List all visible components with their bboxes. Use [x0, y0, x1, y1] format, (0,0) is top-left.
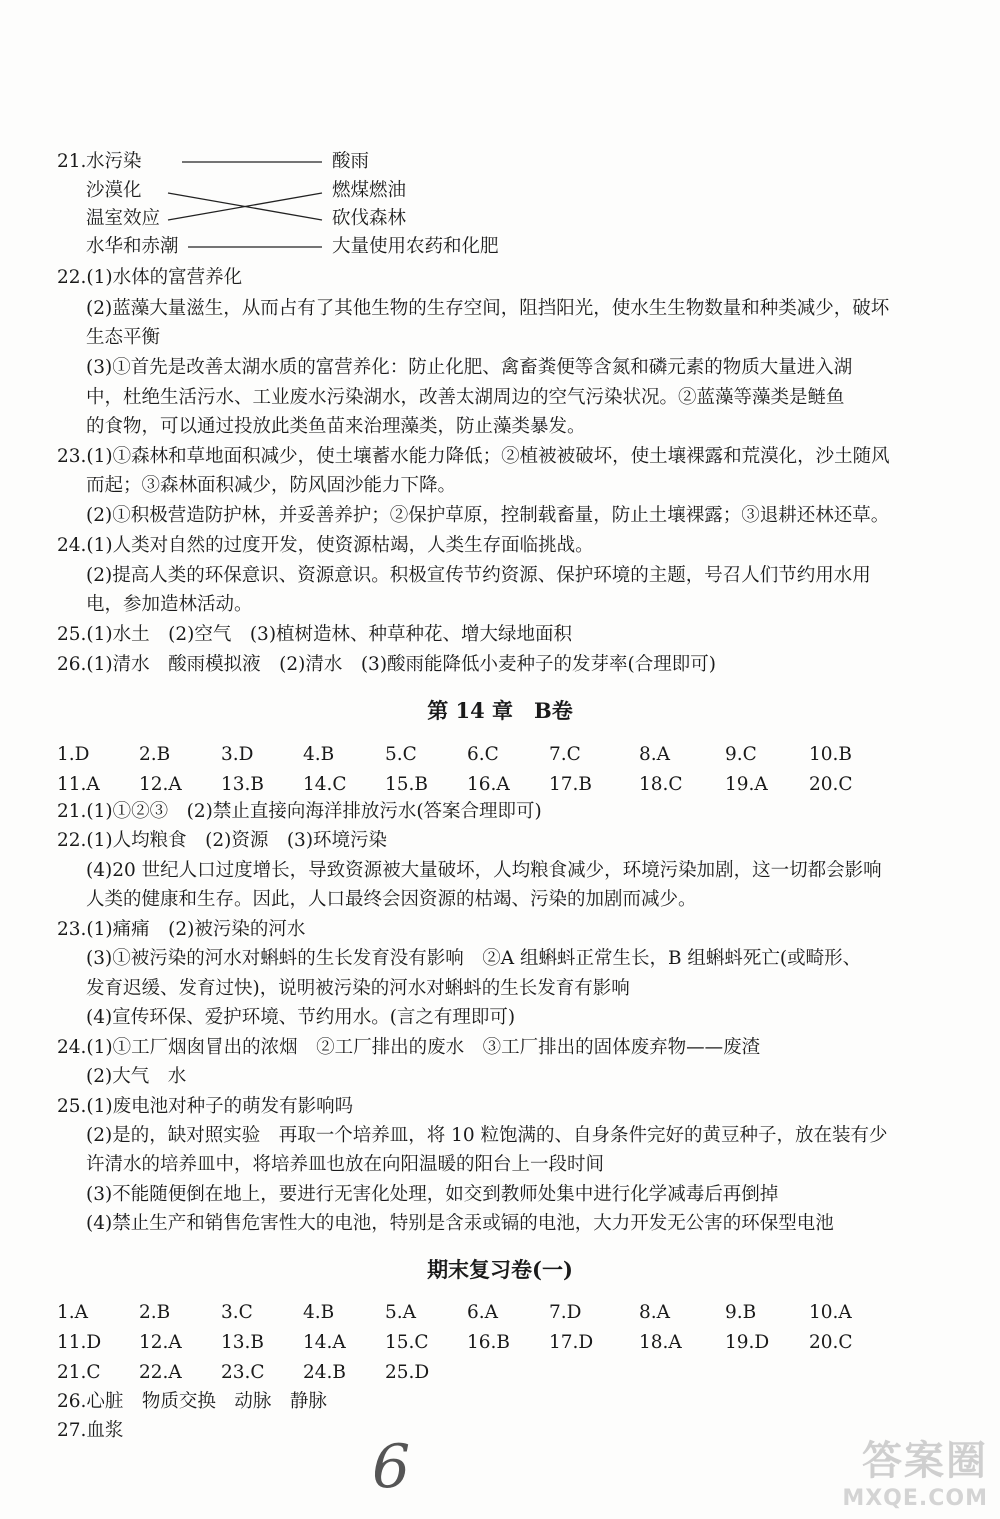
answer-cell: 9.C: [725, 744, 757, 765]
answer-line: (3)不能随便倒在地上，要进行无害化处理，如交到教师处集中进行化学减毒后再倒掉: [86, 1184, 779, 1205]
answer-cell: 12.A: [139, 1332, 182, 1353]
watermark-url: MXQE.COM: [842, 1486, 988, 1511]
answer-line: (4)宣传环保、爱护环境、节约用水。(言之有理即可): [86, 1007, 516, 1028]
answer-line: 25.(1)水土 (2)空气 (3)植树造林、种草种花、增大绿地面积: [57, 624, 573, 645]
answer-cell: 20.C: [809, 774, 853, 795]
answer-cell: 10.B: [809, 744, 853, 765]
matching-left-4: 水华和赤潮: [86, 236, 179, 257]
answer-line: 生态平衡: [86, 327, 161, 348]
answer-line: 22.(1)水体的富营养化: [57, 267, 243, 288]
answer-cell: 17.B: [549, 774, 593, 795]
answer-cell: 13.B: [221, 1332, 265, 1353]
answer-line: (2)蓝藻大量滋生，从而占有了其他生物的生存空间，阻挡阳光，使水生生物数量和种类减少，破坏: [86, 298, 890, 319]
answer-cell: 15.C: [385, 1332, 429, 1353]
matching-right-2: 燃煤燃油: [332, 180, 407, 201]
answer-cell: 19.A: [725, 774, 768, 795]
answer-line: 26.心脏 物质交换 动脉 静脉: [57, 1391, 327, 1412]
answer-cell: 1.D: [57, 744, 90, 765]
answer-cell: 7.D: [549, 1302, 582, 1323]
answer-cell: 8.A: [639, 1302, 671, 1323]
answer-cell: 12.A: [139, 774, 182, 795]
answer-cell: 3.D: [221, 744, 254, 765]
answer-cell: 19.D: [725, 1332, 770, 1353]
answer-line: 24.(1)①工厂烟囱冒出的浓烟 ②工厂排出的废水 ③工厂排出的固体废弃物——废渣: [57, 1037, 761, 1058]
answer-line: (2)是的，缺对照实验 再取一个培养皿，将 10 粒饱满的、自身条件完好的黄豆种子，放在装有少: [86, 1125, 888, 1146]
answer-line: 23.(1)①森林和草地面积减少，使土壤蓄水能力降低；②植被被破坏，使土壤裸露和荒漠化，沙土随风: [57, 446, 890, 467]
answer-cell: 21.C: [57, 1362, 101, 1383]
answer-line: 电，参加造林活动。: [86, 594, 253, 615]
answer-line: 许清水的培养皿中，将培养皿也放在向阳温暖的阳台上一段时间: [86, 1154, 605, 1175]
answer-line: 26.(1)清水 酸雨模拟液 (2)清水 (3)酸雨能降低小麦种子的发芽率(合理即可): [57, 654, 716, 675]
answer-line: 25.(1)废电池对种子的萌发有影响吗: [57, 1096, 354, 1117]
answer-line: (4)禁止生产和销售危害性大的电池，特别是含汞或镉的电池，大力开发无公害的环保型电池: [86, 1213, 834, 1234]
answer-line: (2)①积极营造防护林，并妥善养护；②保护草原，控制载畜量，防止土壤裸露；③退耕还林还草。: [86, 505, 890, 526]
matching-right-1: 酸雨: [332, 151, 370, 172]
answer-line: (3)①被污染的河水对蝌蚪的生长发育没有影响 ②A 组蝌蚪正常生长，B 组蝌蚪死亡(或畸形、: [86, 948, 862, 969]
watermark: [842, 1429, 988, 1511]
answer-cell: 9.B: [725, 1302, 757, 1323]
answer-line: 发育迟缓、发育过快)，说明被污染的河水对蝌蚪的生长发育有影响: [86, 978, 630, 999]
answer-cell: 22.A: [139, 1362, 182, 1383]
matching-number: 21.: [57, 151, 87, 172]
matching-right-4: 大量使用农药和化肥: [332, 236, 499, 257]
answer-cell: 7.C: [549, 744, 581, 765]
matching-left-3: 温室效应: [86, 208, 161, 229]
matching-right-3: 砍伐森林: [332, 208, 407, 229]
answer-line: 中，杜绝生活污水、工业废水污染湖水，改善太湖周边的空气污染状况。②蓝藻等藻类是鲢鱼: [86, 387, 845, 408]
matching-left-1: 水污染: [86, 151, 142, 172]
answer-line: (2)大气 水: [86, 1066, 187, 1087]
answer-line: (3)①首先是改善太湖水质的富营养化：防止化肥、禽畜粪便等含氮和磷元素的物质大量进入湖: [86, 357, 853, 378]
answer-line: 22.(1)人均粮食 (2)资源 (3)环境污染: [57, 830, 388, 851]
answer-line: 23.(1)痛痛 (2)被污染的河水: [57, 919, 306, 940]
answer-cell: 10.A: [809, 1302, 852, 1323]
answer-cell: 4.B: [303, 1302, 335, 1323]
answer-cell: 5.C: [385, 744, 417, 765]
answer-cell: 1.A: [57, 1302, 89, 1323]
answer-line: 的食物，可以通过投放此类鱼苗来治理藻类，防止藻类暴发。: [86, 416, 586, 437]
handwritten-page-number: 6: [372, 1432, 411, 1502]
answer-cell: 11.A: [57, 774, 100, 795]
answer-cell: 6.C: [467, 744, 499, 765]
answer-line: (4)20 世纪人口过度增长，导致资源被大量破坏，人均粮食减少，环境污染加剧，这一切都会影响: [86, 860, 882, 881]
answer-line: 21.(1)①②③ (2)禁止直接向海洋排放污水(答案合理即可): [57, 801, 542, 822]
answer-cell: 17.D: [549, 1332, 594, 1353]
answer-line: 人类的健康和生存。因此，人口最终会因资源的枯竭、污染的加剧而减少。: [86, 889, 697, 910]
answer-cell: 2.B: [139, 744, 171, 765]
matching-left-2: 沙漠化: [86, 180, 142, 201]
answer-cell: 14.A: [303, 1332, 346, 1353]
answer-line: 而起；③森林面积减少，防风固沙能力下降。: [86, 475, 457, 496]
watermark-logo: 答案圈: [862, 1438, 988, 1484]
answer-cell: 15.B: [385, 774, 429, 795]
answer-cell: 23.C: [221, 1362, 265, 1383]
answer-line: (2)提高人类的环保意识、资源意识。积极宣传节约资源、保护环境的主题，号召人们节约用水用: [86, 565, 871, 586]
answer-cell: 3.C: [221, 1302, 253, 1323]
answer-cell: 18.A: [639, 1332, 682, 1353]
answer-line: 24.(1)人类对自然的过度开发，使资源枯竭，人类生存面临挑战。: [57, 535, 594, 556]
answer-cell: 2.B: [139, 1302, 171, 1323]
answer-cell: 25.D: [385, 1362, 430, 1383]
answer-line: 27.血浆: [57, 1420, 124, 1441]
answer-cell: 11.D: [57, 1332, 102, 1353]
answer-cell: 14.C: [303, 774, 347, 795]
section-title: 期末复习卷(一): [427, 1257, 573, 1282]
section-title: 第 14 章 B卷: [427, 698, 573, 723]
answer-cell: 5.A: [385, 1302, 417, 1323]
answer-cell: 6.A: [467, 1302, 499, 1323]
answer-cell: 20.C: [809, 1332, 853, 1353]
answer-cell: 18.C: [639, 774, 683, 795]
answer-cell: 24.B: [303, 1362, 347, 1383]
answer-cell: 8.A: [639, 744, 671, 765]
answer-cell: 4.B: [303, 744, 335, 765]
answer-cell: 13.B: [221, 774, 265, 795]
answer-cell: 16.A: [467, 774, 510, 795]
answer-cell: 16.B: [467, 1332, 511, 1353]
